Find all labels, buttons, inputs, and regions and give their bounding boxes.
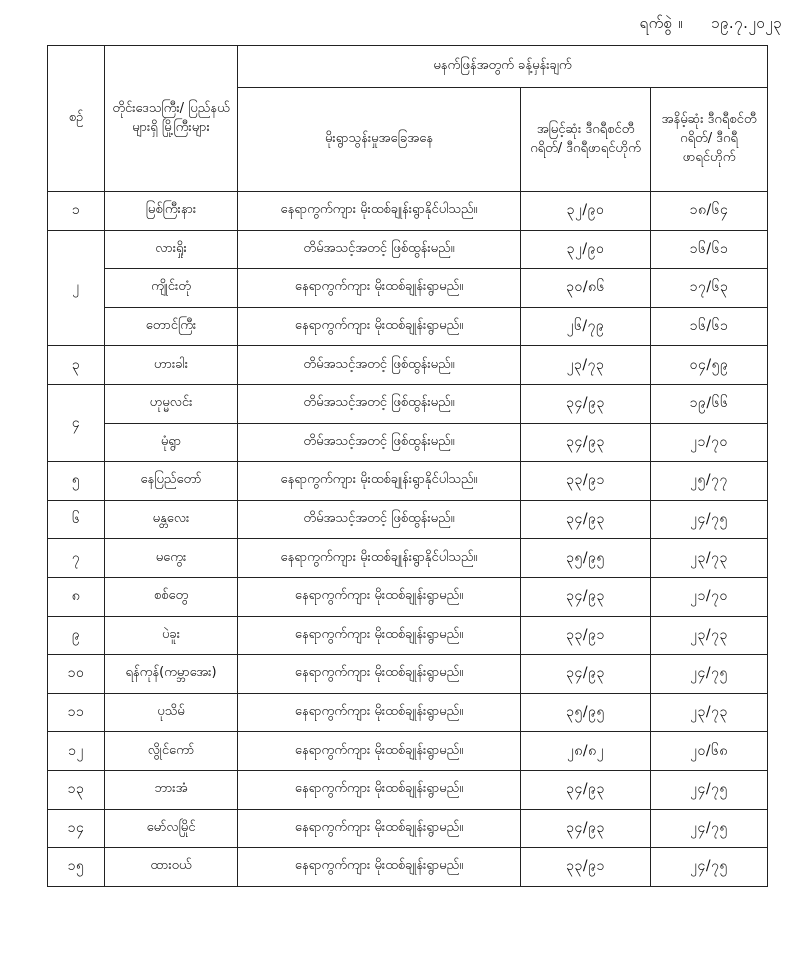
city-name: မုံရွာ xyxy=(105,423,238,462)
max-temp: ၃၄/၉၃ xyxy=(521,809,651,848)
table-row xyxy=(48,346,768,385)
row-number: ၁၃ xyxy=(48,770,105,809)
max-temp: ၃၅/၉၅ xyxy=(521,539,651,578)
rain-condition: နေရာကွက်ကျား မိုးထစ်ချုန်းရွာနိုင်ပါသည်။ xyxy=(238,192,521,231)
max-temp: ၂၆/၇၉ xyxy=(521,307,651,346)
max-temp: ၃၄/၉၃ xyxy=(521,384,651,423)
rain-condition: နေရာကွက်ကျား မိုးထစ်ချုန်းရွာမည်။ xyxy=(238,770,521,809)
rain-condition: တိမ်အသင့်အတင့် ဖြစ်ထွန်းမည်။ xyxy=(238,423,521,462)
table-row xyxy=(48,616,768,655)
min-temp: ၂၁/၇၀ xyxy=(651,577,768,616)
min-temp: ၀၄/၅၉ xyxy=(651,346,768,385)
row-number: ၁၄ xyxy=(48,809,105,848)
max-temp: ၃၄/၉၃ xyxy=(521,770,651,809)
city-name: မော်လမြိုင် xyxy=(105,809,238,848)
min-temp: ၂၃/၇၃ xyxy=(651,616,768,655)
table-body xyxy=(48,192,768,887)
row-number: ၃ xyxy=(48,346,105,385)
city-name: ရန်ကုန်(ကမ္ဘာအေး) xyxy=(105,655,238,694)
max-temp: ၃၀/၈၆ xyxy=(521,269,651,308)
header-condition: မိုးရွာသွန်းမှုအခြေအနေ xyxy=(238,88,521,192)
city-name: မန္တလေး xyxy=(105,500,238,539)
rain-condition: နေရာကွက်ကျား မိုးထစ်ချုန်းရွာမည်။ xyxy=(238,616,521,655)
min-temp: ၂၅/၇၇ xyxy=(651,462,768,501)
row-number: ၇ xyxy=(48,539,105,578)
table-row xyxy=(48,230,768,269)
rain-condition: နေရာကွက်ကျား မိုးထစ်ချုန်းရွာနိုင်ပါသည်။ xyxy=(238,462,521,501)
rain-condition: နေရာကွက်ကျား မိုးထစ်ချုန်းရွာမည်။ xyxy=(238,848,521,887)
table-row xyxy=(48,809,768,848)
table-row xyxy=(48,307,768,346)
header-forecast-group: မနက်ဖြန်အတွက် ခန့်မှန်းချက် xyxy=(238,46,768,88)
min-temp: ၁၈/၆၄ xyxy=(651,192,768,231)
table-row xyxy=(48,655,768,694)
max-temp: ၃၄/၉၃ xyxy=(521,500,651,539)
min-temp: ၂၀/၆၈ xyxy=(651,732,768,771)
rain-condition: တိမ်အသင့်အတင့် ဖြစ်ထွန်းမည်။ xyxy=(238,230,521,269)
rain-condition: နေရာကွက်ကျား မိုးထစ်ချုန်းရွာမည်။ xyxy=(238,655,521,694)
city-name: ဟုမ္မလင်း xyxy=(105,384,238,423)
min-temp: ၂၁/၇၀ xyxy=(651,423,768,462)
table-row xyxy=(48,384,768,423)
city-name: တောင်ကြီး xyxy=(105,307,238,346)
table-row xyxy=(48,462,768,501)
city-name: လွိုင်ကော် xyxy=(105,732,238,771)
min-temp: ၂၃/၇၃ xyxy=(651,539,768,578)
max-temp: ၃၄/၉၃ xyxy=(521,655,651,694)
city-name: ထားဝယ် xyxy=(105,848,238,887)
max-temp: ၃၅/၉၅ xyxy=(521,693,651,732)
row-number: ၉ xyxy=(48,616,105,655)
table-row xyxy=(48,732,768,771)
table-row xyxy=(48,693,768,732)
max-temp: ၃၄/၉၃ xyxy=(521,577,651,616)
city-name: ပုသိမ် xyxy=(105,693,238,732)
row-number: ၆ xyxy=(48,500,105,539)
table-row xyxy=(48,269,768,308)
rain-condition: နေရာကွက်ကျား မိုးထစ်ချုန်းရွာမည်။ xyxy=(238,809,521,848)
rain-condition: နေရာကွက်ကျား မိုးထစ်ချုန်းရွာမည်။ xyxy=(238,577,521,616)
rain-condition: နေရာကွက်ကျား မိုးထစ်ချုန်းရွာနိုင်ပါသည်။ xyxy=(238,539,521,578)
row-number: ၁၂ xyxy=(48,732,105,771)
row-number: ၁ xyxy=(48,192,105,231)
table-row xyxy=(48,770,768,809)
rain-condition: နေရာကွက်ကျား မိုးထစ်ချုန်းရွာမည်။ xyxy=(238,732,521,771)
rain-condition: တိမ်အသင့်အတင့် ဖြစ်ထွန်းမည်။ xyxy=(238,500,521,539)
min-temp: ၂၄/၇၅ xyxy=(651,655,768,694)
max-temp: ၃၂/၉၀ xyxy=(521,230,651,269)
city-name: ဟားခါး xyxy=(105,346,238,385)
max-temp: ၃၂/၉၀ xyxy=(521,192,651,231)
city-name: ဘားအံ xyxy=(105,770,238,809)
min-temp: ၁၉/၆၆ xyxy=(651,384,768,423)
max-temp: ၂၈/၈၂ xyxy=(521,732,651,771)
max-temp: ၃၃/၉၁ xyxy=(521,616,651,655)
row-number: ၅ xyxy=(48,462,105,501)
row-number: ၈ xyxy=(48,577,105,616)
table-row xyxy=(48,539,768,578)
rain-condition: နေရာကွက်ကျား မိုးထစ်ချုန်းရွာမည်။ xyxy=(238,269,521,308)
city-name: လားရှိုး xyxy=(105,230,238,269)
table-row xyxy=(48,192,768,231)
max-temp: ၃၃/၉၁ xyxy=(521,848,651,887)
city-name: ပဲခူး xyxy=(105,616,238,655)
rain-condition: တိမ်အသင့်အတင့် ဖြစ်ထွန်းမည်။ xyxy=(238,384,521,423)
min-temp: ၂၄/၇၅ xyxy=(651,770,768,809)
min-temp: ၂၄/၇၅ xyxy=(651,809,768,848)
city-name: မြစ်ကြီးနား xyxy=(105,192,238,231)
max-temp: ၂၃/၇၃ xyxy=(521,346,651,385)
min-temp: ၁၆/၆၁ xyxy=(651,307,768,346)
header-min-temp: အနိမ့်ဆုံး ဒီဂရီစင်တီဂရိတ်/ ဒီဂရီဖာရင်ဟိုက် xyxy=(651,88,768,192)
table-row xyxy=(48,848,768,887)
header-region: တိုင်းဒေသကြီး/ ပြည်နယ်များရှိ မြို့ကြီးများ xyxy=(105,46,238,192)
min-temp: ၂၄/၇၅ xyxy=(651,848,768,887)
city-name: နေပြည်တော် xyxy=(105,462,238,501)
rain-condition: နေရာကွက်ကျား မိုးထစ်ချုန်းရွာမည်။ xyxy=(238,693,521,732)
table-row xyxy=(48,500,768,539)
table-row xyxy=(48,577,768,616)
row-number: ၁၅ xyxy=(48,848,105,887)
header-no: စဉ် xyxy=(48,46,105,192)
rain-condition: နေရာကွက်ကျား မိုးထစ်ချုန်းရွာမည်။ xyxy=(238,307,521,346)
row-number: ၂ xyxy=(48,230,105,346)
date-label: ရက်စွဲ ။ xyxy=(639,14,684,32)
table-row xyxy=(48,423,768,462)
row-number: ၁၁ xyxy=(48,693,105,732)
header-max-temp: အမြင့်ဆုံး ဒီဂရီစင်တီဂရိတ်/ ဒီဂရီဖာရင်ဟိုက် xyxy=(521,88,651,192)
min-temp: ၁၆/၆၁ xyxy=(651,230,768,269)
date-value: ၁၉.၇.၂၀၂၃ xyxy=(711,14,782,32)
rain-condition: တိမ်အသင့်အတင့် ဖြစ်ထွန်းမည်။ xyxy=(238,346,521,385)
row-number: ၄ xyxy=(48,384,105,461)
city-name: စစ်တွေ xyxy=(105,577,238,616)
city-name: မကွေး xyxy=(105,539,238,578)
date-line xyxy=(639,14,782,36)
max-temp: ၃၄/၉၃ xyxy=(521,423,651,462)
min-temp: ၂၄/၇၅ xyxy=(651,500,768,539)
max-temp: ၃၃/၉၁ xyxy=(521,462,651,501)
forecast-table xyxy=(47,45,768,887)
min-temp: ၂၃/၇၃ xyxy=(651,693,768,732)
city-name: ကျိုင်းတုံ xyxy=(105,269,238,308)
min-temp: ၁၇/၆၃ xyxy=(651,269,768,308)
row-number: ၁၀ xyxy=(48,655,105,694)
